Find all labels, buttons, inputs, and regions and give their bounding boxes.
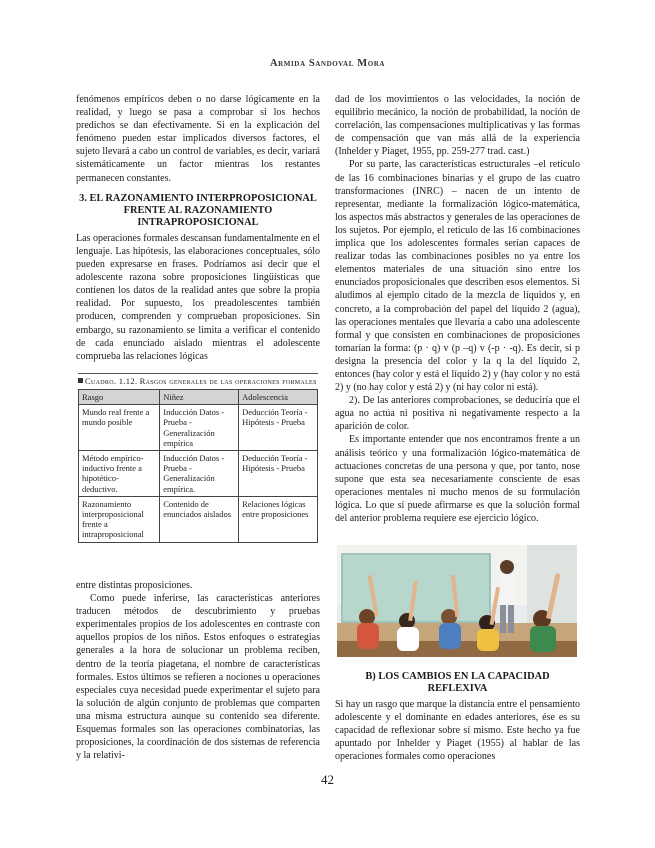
table-row [79, 496, 318, 542]
paragraph: Las operaciones formales descansan fundamentalmente en el lenguaje. Las hipótesis, las elaboraciones conceptuales, sólo pueden expresarse en frases. Podríamos así decir que el adolescente razona sobre proposiciones lingüísticas que contienen los datos de la realidad antes que sobre la propia realidad. Por supuesto, los preadolescentes también producen, comprenden y comprueban proposiciones. Sin embargo, su razonamiento se limita a verificar el contenido de cada enunciado aislado mientras el adolescente comprueba las relaciones lógicas [76, 232, 320, 362]
table-cell: Método empírico-inductivo frente a hipotético- deductivo. [79, 451, 160, 497]
paragraph: Como puede inferirse, las características anteriores traducen métodos de descubrimiento y pruebas experimentales propios de los adolescentes en contraste con aquellos propios de los niños. Estos enfoques o estrategias generales a la hora de solucionar un problema reciben, dentro de la teoría piagetana, el nombre de características formales. Estos últimos se refieren a nociones u operaciones especiales cuya necesidad puede experimentar el sujeto para la solución de algún conjunto de problemas que comparten una misma estructura aunque su contenido sea diferente. Esquemas formales son las operaciones combinatorias, las proposiciones, la coordinación de dos sistemas de referencia y la relativi- [76, 593, 320, 762]
paragraph: Por su parte, las características estructurales –el retículo de las 16 combinaciones binarias y el grupo de las cuatro transformaciones (INRC) – nacen de un intento de representar, mediante la formalización lógico-matemática, los aspectos más abstractos y generales de las operaciones de los sujetos. Por ejemplo, el retículo de las 16 combinaciones implica que los adolescentes formales serían capaces de realizar todas las combinaciones posibles no ya entre los elementos materiales de una situación sino entre los enunciados proposicionales que describen esos elementos. Si aludimos al ejemplo citado de la mezcla de líquidos y, en concreto, a la comprobación del papel del líquido 2 (agua), las operaciones mentales que llevaría a cabo una adolescente formal y que consisten en combinaciones de proposiciones tomarían la forma: (p · q) v (p –q) v (-p · -q). Es decir, si p designa la presencia del color y la q la del líquido 2, entonces (hay color y está el líquido 2) y (hay color y no está 2) y (no hay color y está 2) y (ni hay color ni está). [335, 159, 580, 394]
running-header: Armida Sandoval Mora [269, 58, 386, 69]
table-header-cell: Rasgo [79, 390, 160, 405]
square-bullet-icon [78, 378, 83, 383]
table-cell: Inducción Datos - Prueba - Generalización empírica [160, 405, 239, 451]
features-table [78, 389, 318, 543]
table-cell: Mundo real frente a mundo posible [79, 405, 160, 451]
table-cell: Relaciones lógicas entre proposiciones [239, 496, 318, 542]
table-row [79, 451, 318, 497]
paragraph: fenómenos empíricos deben o no darse lógicamente en la realidad, y luego se pasa a comprobar si los hechos predichos se dan efectivamente. Si en la explicación del fenómeno pueden estar implicados diversos factores, el sujeto llevará a cabo un control de variables, es decir, variará sistemáticamente un factor mientras los restantes permanecen constantes. [76, 94, 320, 184]
table-cell: Razonamiento interproposicional frente a intraproposicional [79, 496, 160, 542]
paragraph: 2). De las anteriores comprobaciones, se deduciría que el agua no actúa ni positiva ni negativamente respecto a la aparición de color. [335, 395, 580, 433]
section-heading-line: 3. EL RAZONAMIENTO INTERPROPOSICIONAL [79, 192, 317, 204]
section-heading-line: FRENTE AL RAZONAMIENTO [123, 205, 273, 217]
left-column-bottom [76, 579, 320, 762]
right-column-bottom [335, 671, 580, 763]
section-heading-line: INTRAPROPOSICIONAL [137, 217, 259, 229]
caption-title: Rasgos generales de las operaciones formales [139, 376, 317, 386]
paragraph: Si hay un rasgo que marque la distancia entre el pensamiento adolescente y el dominante en edades anteriores, ése es su capacidad de reflexionar sobre sí mismo. Este hecho ya fue apuntado por Inhelder y Piaget (1955) al hablar de las operaciones formales como operaciones [335, 698, 580, 763]
table-header-cell: Adolescencia [239, 390, 318, 405]
page-number: 42 [321, 772, 334, 787]
section-heading [76, 193, 320, 230]
section-heading-line: B) LOS CAMBIOS EN LA CAPACIDAD [365, 671, 550, 682]
section-heading-line: REFLEXIVA [427, 683, 488, 695]
classroom-photo [337, 545, 577, 657]
table-cell: Deducción Teoría - Hipótesis - Prueba [239, 405, 318, 451]
table-header-cell: Niñez [160, 390, 239, 405]
table-cell: Deducción Teoría - Hipótesis - Prueba [239, 451, 318, 497]
right-column-top [335, 93, 580, 525]
paragraph: dad de los movimientos o las velocidades, la noción de equilibrio mecánico, la noción de probabilidad, la noción de correlación, las compensaciones multiplicativas y las formas de compensación que van más allá de la experiencia (Inhelder y Piaget, 1955, pp. 259-277 trad. cast.) [335, 94, 580, 158]
section-heading [335, 671, 580, 696]
table-header-row [79, 390, 318, 405]
table-row [79, 405, 318, 451]
paragraph: entre distintas proposiciones. [76, 580, 193, 591]
table-block [78, 373, 318, 543]
left-column-top [76, 93, 320, 363]
table-cell: Inducción Datos - Prueba -Generalización empírica. [160, 451, 239, 497]
table-caption [78, 373, 318, 386]
table-cell: Contenido de enunciados aislados [160, 496, 239, 542]
caption-prefix: Cuadro. 1.12. [85, 376, 138, 386]
paragraph: Es importante entender que nos encontramos frente a un análisis teórico y una formalización lógico-matemática de actuaciones concretas de una persona y que, por tanto, nose supone que esta sea necesariamente consciente de esas operaciones mentales ni mucho menos de su formulación lógica. Lo que sí puede afirmarse es que la solución formal del anterior problema requiere ese ejercicio lógico. [335, 434, 580, 524]
